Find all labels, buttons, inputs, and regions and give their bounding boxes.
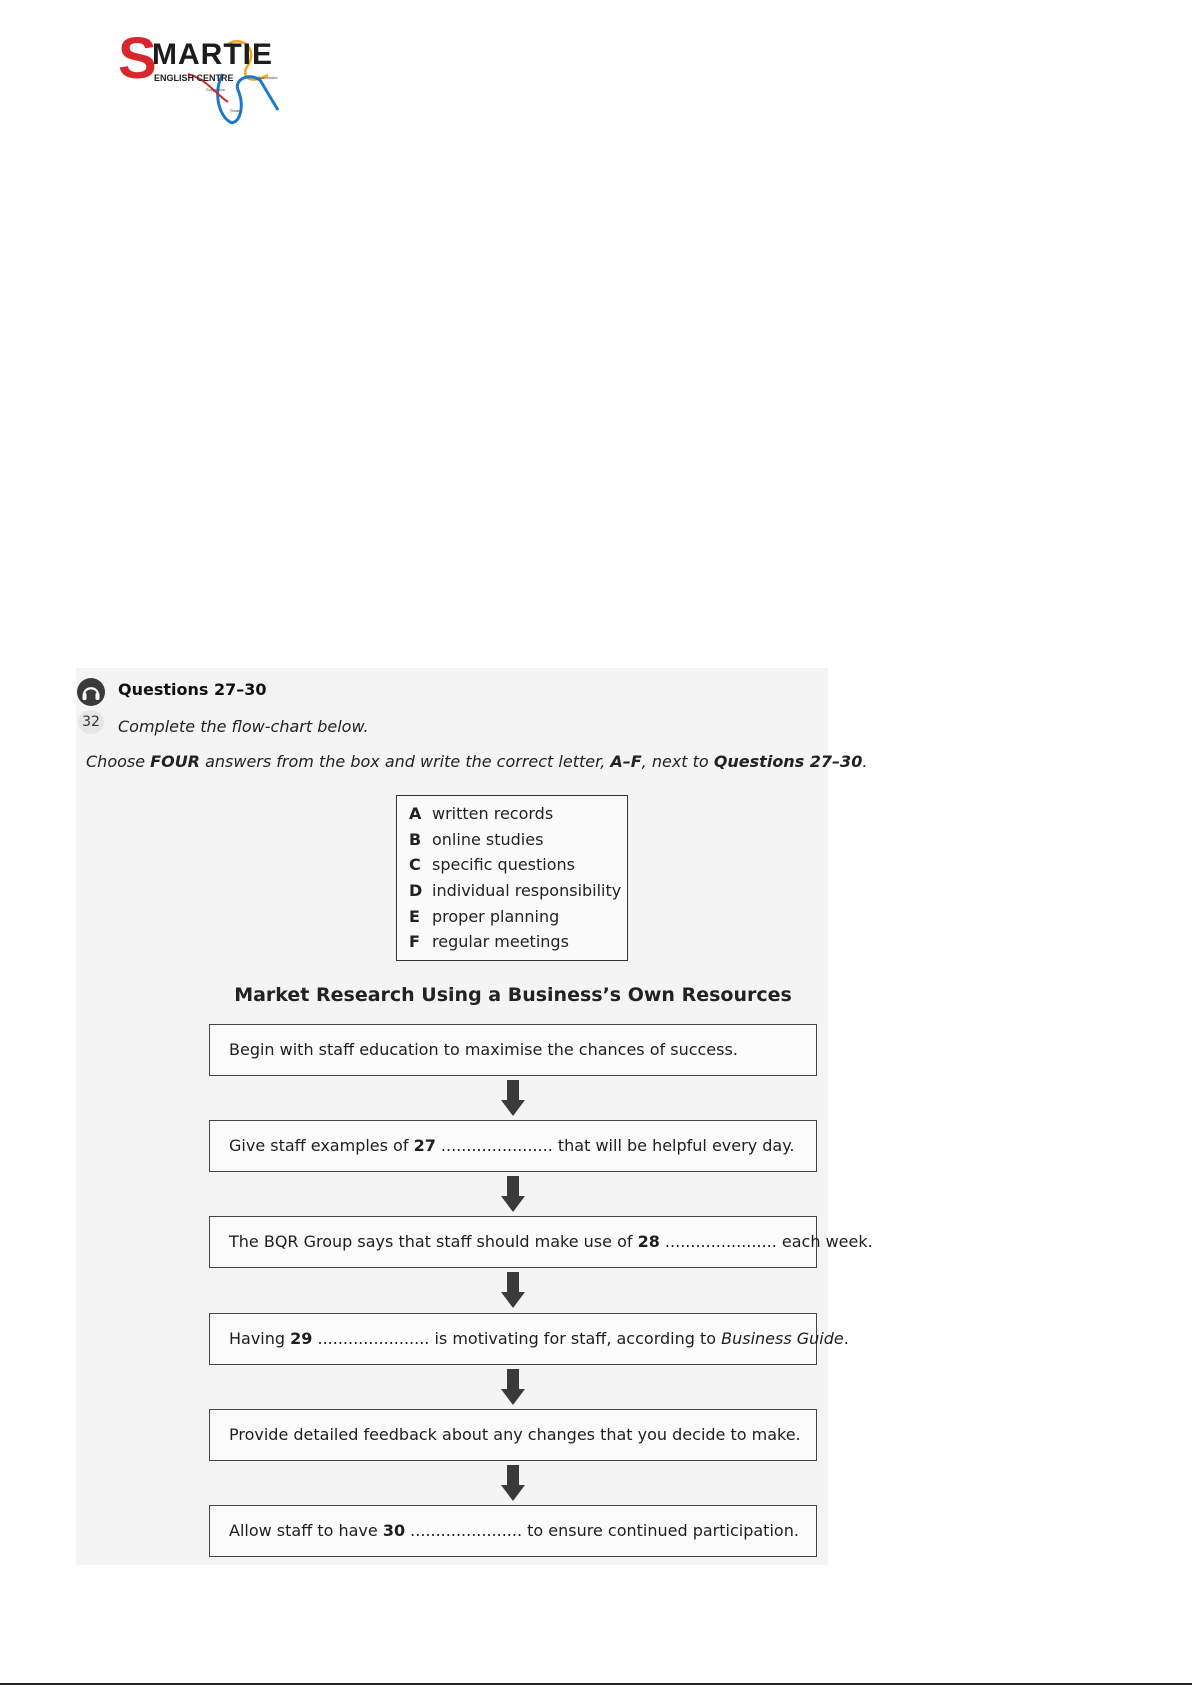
option-f: F regular meetings (409, 932, 569, 952)
arrow-down-icon (501, 1369, 525, 1405)
logo-initial: S (118, 26, 157, 91)
arrow-down-icon (501, 1272, 525, 1308)
instruction-complete: Complete the flow-chart below. (118, 717, 369, 736)
option-e: E proper planning (409, 906, 560, 926)
flowchart-title: Market Research Using a Business’s Own Resources (234, 984, 792, 1006)
flowchart-step-2: Give staff examples of 27 ...................... that will be helpful every day. (209, 1120, 817, 1172)
flowchart-step-1: Begin with staff education to maximise the chances of success. (209, 1024, 817, 1076)
logo-tag-supportive: Supportive (206, 87, 226, 92)
smartie-logo (118, 26, 298, 130)
arrow-down-icon (501, 1465, 525, 1501)
logo-tag-smart: Smart (230, 108, 241, 113)
flowchart-step-3: The BQR Group says that staff should make use of 28 ...................... each week. (209, 1216, 817, 1268)
logo-subtitle: ENGLISH CENTRE (154, 73, 234, 83)
option-b: B online studies (409, 829, 544, 849)
option-a: A written records (409, 804, 554, 823)
option-d: D individual responsibility (409, 881, 622, 901)
headphones-icon (76, 677, 106, 707)
flowchart-step-6: Allow staff to have 30 ...................... to ensure continued participation. (209, 1505, 817, 1557)
audio-track-number: 32 (78, 710, 104, 734)
instruction-choose: Choose FOUR answers from the box and write the correct letter, A–F, next to Questions 27–30. (86, 752, 868, 771)
arrow-down-icon (501, 1080, 525, 1116)
flowchart-step-4: Having 29 ...................... is motivating for staff, according to Business Guide. (209, 1313, 817, 1365)
logo-wordmark: MARTIE (152, 38, 273, 71)
option-c: C specific questions (409, 855, 575, 875)
arrow-down-icon (501, 1176, 525, 1212)
questions-heading: Questions 27–30 (118, 680, 267, 699)
logo-tag-successful: Successful (258, 75, 278, 80)
answer-options-box (396, 795, 628, 961)
flowchart-step-5: Provide detailed feedback about any changes that you decide to make. (209, 1409, 817, 1461)
